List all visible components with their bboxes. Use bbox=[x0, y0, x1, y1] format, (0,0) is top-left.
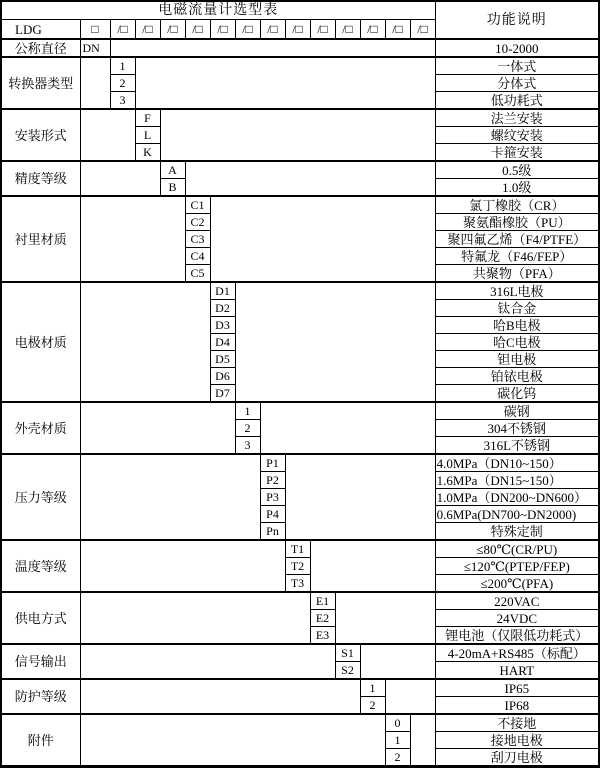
table-row bbox=[1, 109, 599, 127]
code-cell: D1 bbox=[210, 282, 235, 300]
desc-cell: 共聚物（PFA） bbox=[435, 265, 599, 283]
model-segment-box: /□ bbox=[160, 20, 185, 40]
desc-cell: 特氟龙（F46/FEP） bbox=[435, 248, 599, 265]
desc-cell: IP68 bbox=[435, 697, 599, 715]
blank-cell bbox=[80, 161, 160, 196]
table-title: 电磁流量计选型表 bbox=[1, 1, 435, 20]
desc-cell: 低功耗式 bbox=[435, 92, 599, 110]
code-cell: 2 bbox=[110, 75, 135, 92]
category-cell: 温度等级 bbox=[1, 540, 80, 592]
blank-cell bbox=[110, 39, 435, 57]
code-cell: 1 bbox=[385, 732, 410, 749]
category-cell: 衬里材质 bbox=[1, 196, 80, 282]
desc-cell: 24VDC bbox=[435, 610, 599, 627]
table-row bbox=[1, 540, 599, 558]
blank-cell bbox=[80, 402, 235, 454]
code-cell: 1 bbox=[235, 402, 260, 420]
blank-cell bbox=[80, 592, 310, 644]
blank-cell bbox=[80, 282, 210, 402]
code-cell: P3 bbox=[260, 489, 285, 506]
blank-cell bbox=[185, 161, 435, 196]
desc-cell: 螺纹安装 bbox=[435, 127, 599, 144]
desc-cell: 1.0MPa（DN200~DN600） bbox=[435, 489, 599, 506]
desc-cell: 0.6MPa(DN700~DN2000) bbox=[435, 506, 599, 523]
table-row bbox=[1, 592, 599, 610]
code-cell: C4 bbox=[185, 248, 210, 265]
table-row bbox=[1, 39, 599, 57]
blank-cell bbox=[360, 644, 435, 679]
desc-cell: 4.0MPa（DN10~150） bbox=[435, 454, 599, 472]
blank-cell bbox=[160, 109, 435, 161]
model-prefix-cell: LDG bbox=[1, 20, 80, 40]
code-cell: Pn bbox=[260, 523, 285, 541]
category-cell: 供电方式 bbox=[1, 592, 80, 644]
code-cell: C1 bbox=[185, 196, 210, 214]
blank-cell bbox=[410, 714, 435, 767]
desc-cell: 304不锈钢 bbox=[435, 420, 599, 437]
desc-cell: 刮刀电极 bbox=[435, 749, 599, 767]
table-row bbox=[1, 644, 599, 662]
table-row bbox=[1, 714, 599, 732]
desc-cell: 分体式 bbox=[435, 75, 599, 92]
desc-cell: IP65 bbox=[435, 679, 599, 697]
blank-cell bbox=[285, 454, 435, 540]
desc-cell: ≤200℃(PFA) bbox=[435, 575, 599, 593]
category-cell: 电极材质 bbox=[1, 282, 80, 402]
code-cell: D6 bbox=[210, 368, 235, 385]
category-cell: 外壳材质 bbox=[1, 402, 80, 454]
model-segment-box: /□ bbox=[360, 20, 385, 40]
code-cell: C2 bbox=[185, 214, 210, 231]
code-cell: T3 bbox=[285, 575, 310, 593]
desc-cell: HART bbox=[435, 662, 599, 680]
category-cell: 安装形式 bbox=[1, 109, 80, 161]
code-cell: DN bbox=[80, 39, 110, 57]
desc-cell: 220VAC bbox=[435, 592, 599, 610]
category-cell: 压力等级 bbox=[1, 454, 80, 540]
category-cell: 防护等级 bbox=[1, 679, 80, 714]
blank-cell bbox=[80, 679, 360, 714]
model-segment-box: /□ bbox=[285, 20, 310, 40]
code-cell: E1 bbox=[310, 592, 335, 610]
desc-cell: 316L不锈钢 bbox=[435, 437, 599, 455]
model-segment-box: /□ bbox=[185, 20, 210, 40]
table-row bbox=[1, 161, 599, 179]
blank-cell bbox=[80, 57, 110, 109]
blank-cell bbox=[135, 57, 435, 109]
blank-cell bbox=[385, 679, 435, 714]
desc-cell: 锂电池（仅限低功耗式） bbox=[435, 627, 599, 645]
desc-cell: 特殊定制 bbox=[435, 523, 599, 541]
code-cell: K bbox=[135, 144, 160, 162]
code-cell: A bbox=[160, 161, 185, 179]
desc-cell: 卡箍安装 bbox=[435, 144, 599, 162]
code-cell: T1 bbox=[285, 540, 310, 558]
desc-cell: 钽电极 bbox=[435, 351, 599, 368]
code-cell: S2 bbox=[335, 662, 360, 680]
table-row bbox=[1, 679, 599, 697]
code-cell: 2 bbox=[360, 697, 385, 715]
desc-cell: 碳化钨 bbox=[435, 385, 599, 403]
desc-cell: 钛合金 bbox=[435, 300, 599, 317]
code-cell: C3 bbox=[185, 231, 210, 248]
desc-cell: 哈B电极 bbox=[435, 317, 599, 334]
model-segment-box: /□ bbox=[210, 20, 235, 40]
table-row bbox=[1, 282, 599, 300]
desc-cell: 0.5级 bbox=[435, 161, 599, 179]
desc-cell: 1.0级 bbox=[435, 179, 599, 197]
category-cell: 附件 bbox=[1, 714, 80, 767]
code-cell: P2 bbox=[260, 472, 285, 489]
model-segment-box: /□ bbox=[310, 20, 335, 40]
category-cell: 精度等级 bbox=[1, 161, 80, 196]
function-desc-header: 功能说明 bbox=[435, 1, 599, 39]
code-cell: D4 bbox=[210, 334, 235, 351]
blank-cell bbox=[80, 714, 385, 767]
code-cell: 3 bbox=[235, 437, 260, 455]
desc-cell: 氯丁橡胶（CR） bbox=[435, 196, 599, 214]
code-cell: 0 bbox=[385, 714, 410, 732]
category-cell: 转换器类型 bbox=[1, 57, 80, 109]
code-cell: D5 bbox=[210, 351, 235, 368]
blank-cell bbox=[80, 196, 185, 282]
model-segment-box: /□ bbox=[410, 20, 435, 40]
blank-cell bbox=[310, 540, 435, 592]
category-cell: 信号输出 bbox=[1, 644, 80, 679]
model-segment-box: /□ bbox=[335, 20, 360, 40]
category-cell: 公称直径 bbox=[1, 39, 80, 57]
model-first-box: □ bbox=[80, 20, 110, 40]
code-cell: 1 bbox=[110, 57, 135, 75]
blank-cell bbox=[335, 592, 435, 644]
model-segment-box: /□ bbox=[260, 20, 285, 40]
blank-cell bbox=[80, 454, 260, 540]
model-segment-box: /□ bbox=[110, 20, 135, 40]
desc-cell: 哈C电极 bbox=[435, 334, 599, 351]
code-cell: P1 bbox=[260, 454, 285, 472]
code-cell: 1 bbox=[360, 679, 385, 697]
code-cell: D7 bbox=[210, 385, 235, 403]
desc-cell: 法兰安装 bbox=[435, 109, 599, 127]
table-row bbox=[1, 57, 599, 75]
code-cell: T2 bbox=[285, 558, 310, 575]
desc-cell: 10-2000 bbox=[435, 39, 599, 57]
code-cell: F bbox=[135, 109, 160, 127]
blank-cell bbox=[210, 196, 435, 282]
code-cell: E3 bbox=[310, 627, 335, 645]
blank-cell bbox=[80, 540, 285, 592]
code-cell: 2 bbox=[385, 749, 410, 767]
code-cell: P4 bbox=[260, 506, 285, 523]
code-cell: D2 bbox=[210, 300, 235, 317]
table-row bbox=[1, 402, 599, 420]
desc-cell: 接地电极 bbox=[435, 732, 599, 749]
blank-cell bbox=[80, 109, 135, 161]
blank-cell bbox=[80, 644, 335, 679]
desc-cell: 聚氨酯橡胶（PU） bbox=[435, 214, 599, 231]
table-row bbox=[1, 454, 599, 472]
code-cell: D3 bbox=[210, 317, 235, 334]
code-cell: L bbox=[135, 127, 160, 144]
desc-cell: 1.6MPa（DN15~150） bbox=[435, 472, 599, 489]
model-segment-box: /□ bbox=[135, 20, 160, 40]
desc-cell: 铂铱电极 bbox=[435, 368, 599, 385]
desc-cell: 316L电极 bbox=[435, 282, 599, 300]
code-cell: S1 bbox=[335, 644, 360, 662]
blank-cell bbox=[235, 282, 435, 402]
desc-cell: ≤80℃(CR/PU) bbox=[435, 540, 599, 558]
code-cell: 3 bbox=[110, 92, 135, 110]
desc-cell: 聚四氟乙烯（F4/PTFE） bbox=[435, 231, 599, 248]
code-cell: 2 bbox=[235, 420, 260, 437]
table-row bbox=[1, 196, 599, 214]
code-cell: E2 bbox=[310, 610, 335, 627]
desc-cell: 碳钢 bbox=[435, 402, 599, 420]
blank-cell bbox=[260, 402, 435, 454]
desc-cell: ≤120℃(PTEP/FEP) bbox=[435, 558, 599, 575]
model-segment-box: /□ bbox=[235, 20, 260, 40]
code-cell: B bbox=[160, 179, 185, 197]
desc-cell: 4-20mA+RS485（标配） bbox=[435, 644, 599, 662]
desc-cell: 一体式 bbox=[435, 57, 599, 75]
desc-cell: 不接地 bbox=[435, 714, 599, 732]
model-segment-box: /□ bbox=[385, 20, 410, 40]
code-cell: C5 bbox=[185, 265, 210, 283]
